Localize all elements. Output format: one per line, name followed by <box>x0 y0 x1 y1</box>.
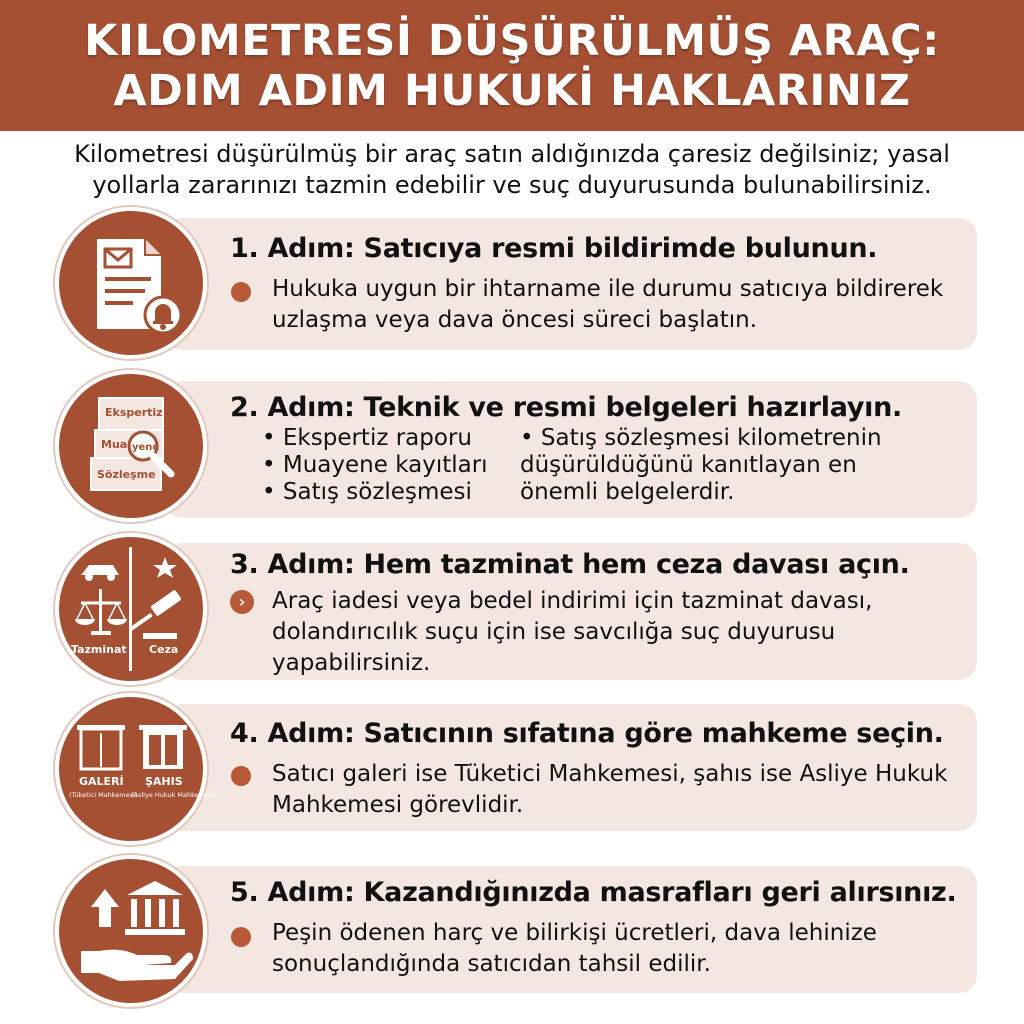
step-body: Satıcı galeri ise Tüketici Mahkemesi, şahıs ise Asliye Hukuk Mahkemesi görevlidir. <box>272 761 948 818</box>
document-list <box>262 425 488 506</box>
step-title: 4. Adım: Satıcının sıfatına göre mahkeme seçin. <box>230 718 944 749</box>
notice-document-icon <box>59 211 203 355</box>
bullet-dot <box>231 766 251 786</box>
step-icon-circle <box>55 855 207 1007</box>
refund-courthouse-icon <box>59 859 203 1003</box>
step-icon-circle <box>55 693 217 845</box>
step-title: 5. Adım: Kazandığınızda masrafları geri alırsınız. <box>230 877 957 908</box>
icon-label-sozlesme: Sözleşme <box>97 468 156 481</box>
intro-text: Kilometresi düşürülmüş bir araç satın aldığınızda çaresiz değilsiniz; yasal yollarla zararınızı tazmin edebilir ve suç duyurusunda bulunabilirsiniz. <box>74 140 950 199</box>
scales-gavel-icon <box>59 537 203 681</box>
icon-label-galeri: GALERİ <box>79 775 124 788</box>
bullet-dot <box>231 282 251 302</box>
chevron-right-icon: › <box>230 590 254 614</box>
list-item: • Muayene kayıtları <box>262 452 488 479</box>
step-icon-circle <box>55 533 207 685</box>
icon-label-galeri-sub: (Tüketici Mahkemesi) <box>69 791 138 799</box>
icon-label-sahis: ŞAHIS <box>145 775 183 788</box>
list-item: • Ekspertiz raporu <box>262 425 488 452</box>
step-icon-circle <box>55 207 207 359</box>
page-title-line-2: ADIM ADIM HUKUKİ HAKLARINIZ <box>113 65 911 116</box>
page-header <box>0 0 1024 131</box>
bullet-dot <box>231 927 251 947</box>
icon-label-ceza: Ceza <box>149 643 179 656</box>
icon-label-mua: Mua <box>101 438 128 451</box>
step-title: 3. Adım: Hem tazminat hem ceza davası açın. <box>230 549 910 580</box>
court-doors-icon <box>59 697 217 841</box>
icon-label-yene: yene <box>132 442 160 453</box>
step-body: Peşin ödenen harç ve bilirkişi ücretleri, dava lehinize sonuçlandığında satıcıdan tahsil edilir. <box>272 920 877 977</box>
step-body: Araç iadesi veya bedel indirimi için tazminat davası, dolandırıcılık suçu için ise savcılığa suç duyurusu yapabilirsiniz. <box>272 588 873 676</box>
icon-label-sahis-sub: (Asliye Hukuk Mahkemesi) <box>131 791 217 799</box>
icon-label-ekspertiz: Ekspertiz <box>105 406 163 419</box>
list-item: • Satış sözleşmesi <box>262 479 488 506</box>
documents-magnifier-icon <box>59 374 203 518</box>
document-note: • Satış sözleşmesi kilometrenin düşürüldüğünü kanıtlayan en önemli belgelerdir. <box>520 425 882 505</box>
step-title: 2. Adım: Teknik ve resmi belgeleri hazırlayın. <box>230 392 902 423</box>
icon-label-tazminat: Tazminat <box>71 643 127 656</box>
page-title-line-1: KILOMETRESİ DÜŞÜRÜLMÜŞ ARAÇ: <box>84 15 940 66</box>
step-title: 1. Adım: Satıcıya resmi bildirimde bulunun. <box>230 233 878 264</box>
step-icon-circle <box>55 370 207 522</box>
step-body: Hukuka uygun bir ihtarname ile durumu satıcıya bildirerek uzlaşma veya dava öncesi süreci başlatın. <box>272 276 944 333</box>
